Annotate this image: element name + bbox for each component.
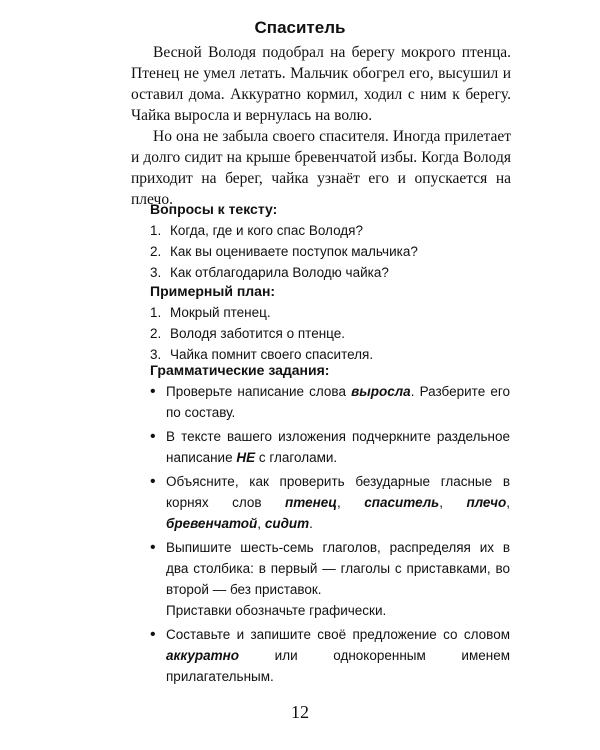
- plan-list: [150, 302, 510, 365]
- separator: ,: [506, 495, 510, 510]
- page-title: Спаситель: [254, 18, 346, 37]
- list-item: [150, 220, 510, 241]
- task-item: [150, 624, 510, 687]
- separator: .: [309, 516, 313, 531]
- highlighted-word: спаситель: [364, 495, 440, 510]
- story-paragraph: Но она не забыла своего спасителя. Иногда прилетает и долго сидит на крыше бревенчатой избы. Когда Володя приходит на берег, чайка узнаёт его и опускается на плечо.: [131, 128, 511, 208]
- task-text: Приставки обозначьте графически.: [166, 603, 387, 618]
- item-number: 2.: [150, 326, 162, 341]
- task-text: . Разберите его по составу.: [166, 384, 510, 420]
- item-number: 3.: [150, 265, 162, 280]
- highlighted-word: сидит: [264, 516, 310, 531]
- separator: ,: [439, 495, 467, 510]
- item-number: 2.: [150, 244, 162, 259]
- grammar-section: [150, 362, 510, 690]
- story-paragraph: Весной Володя подобрал на берегу мокрого птенца. Птенец не умел летать. Мальчик обогрел его, высушил и оставил дома. Аккуратно кормил, ходил с ним к берегу. Чайка выросла и вернулась на волю.: [131, 44, 511, 124]
- item-text: Как вы оцениваете поступок мальчика?: [170, 244, 418, 259]
- highlighted-word: птенец: [285, 495, 338, 510]
- item-text: Как отблагодарила Володю чайка?: [170, 265, 389, 280]
- item-text: Когда, где и кого спас Володя?: [170, 223, 363, 238]
- questions-heading: Вопросы к тексту:: [150, 201, 278, 217]
- task-text: Объясните, как проверить безударные гласные в корнях слов: [166, 474, 510, 510]
- plan-heading: Примерный план:: [150, 283, 276, 299]
- item-text: Чайка помнит своего спасителя.: [170, 347, 374, 362]
- item-number: 3.: [150, 347, 162, 362]
- task-text: Составьте и запишите своё предложение со словом: [166, 627, 510, 642]
- highlighted-word: аккуратно: [166, 648, 240, 663]
- task-text: В тексте вашего изложения подчеркните раздельное написание: [166, 429, 510, 465]
- item-text: Мокрый птенец.: [170, 305, 271, 320]
- plan-section: [150, 283, 510, 365]
- questions-list: [150, 220, 510, 283]
- list-item: [150, 302, 510, 323]
- task-item: [150, 381, 510, 423]
- grammar-heading: Грамматические задания:: [150, 362, 330, 378]
- highlighted-word: выросла: [351, 384, 411, 399]
- story-text: [131, 42, 511, 210]
- grammar-tasks: [150, 381, 510, 687]
- page-number: 12: [291, 702, 309, 722]
- separator: ,: [257, 516, 265, 531]
- highlighted-word: бревенчатой: [166, 516, 258, 531]
- list-item: [150, 241, 510, 262]
- task-text: Выпишите шесть-семь глаголов, распределяя их в два столбика: в первый — глаголы с приставками, во второй — без приставок.: [166, 540, 510, 597]
- task-text: с глаголами.: [255, 450, 338, 465]
- separator: ,: [337, 495, 365, 510]
- list-item: [150, 323, 510, 344]
- task-item: [150, 537, 510, 621]
- list-item: [150, 262, 510, 283]
- item-number: 1.: [150, 223, 162, 238]
- task-item: [150, 426, 510, 468]
- highlighted-word: НЕ: [236, 450, 256, 465]
- task-text: или однокоренным именем прилагательным.: [166, 648, 510, 684]
- task-item: [150, 471, 510, 534]
- highlighted-word: плечо: [466, 495, 507, 510]
- item-text: Володя заботится о птенце.: [170, 326, 346, 341]
- item-number: 1.: [150, 305, 162, 320]
- questions-section: [150, 201, 510, 283]
- task-text: Проверьте написание слова: [166, 384, 352, 399]
